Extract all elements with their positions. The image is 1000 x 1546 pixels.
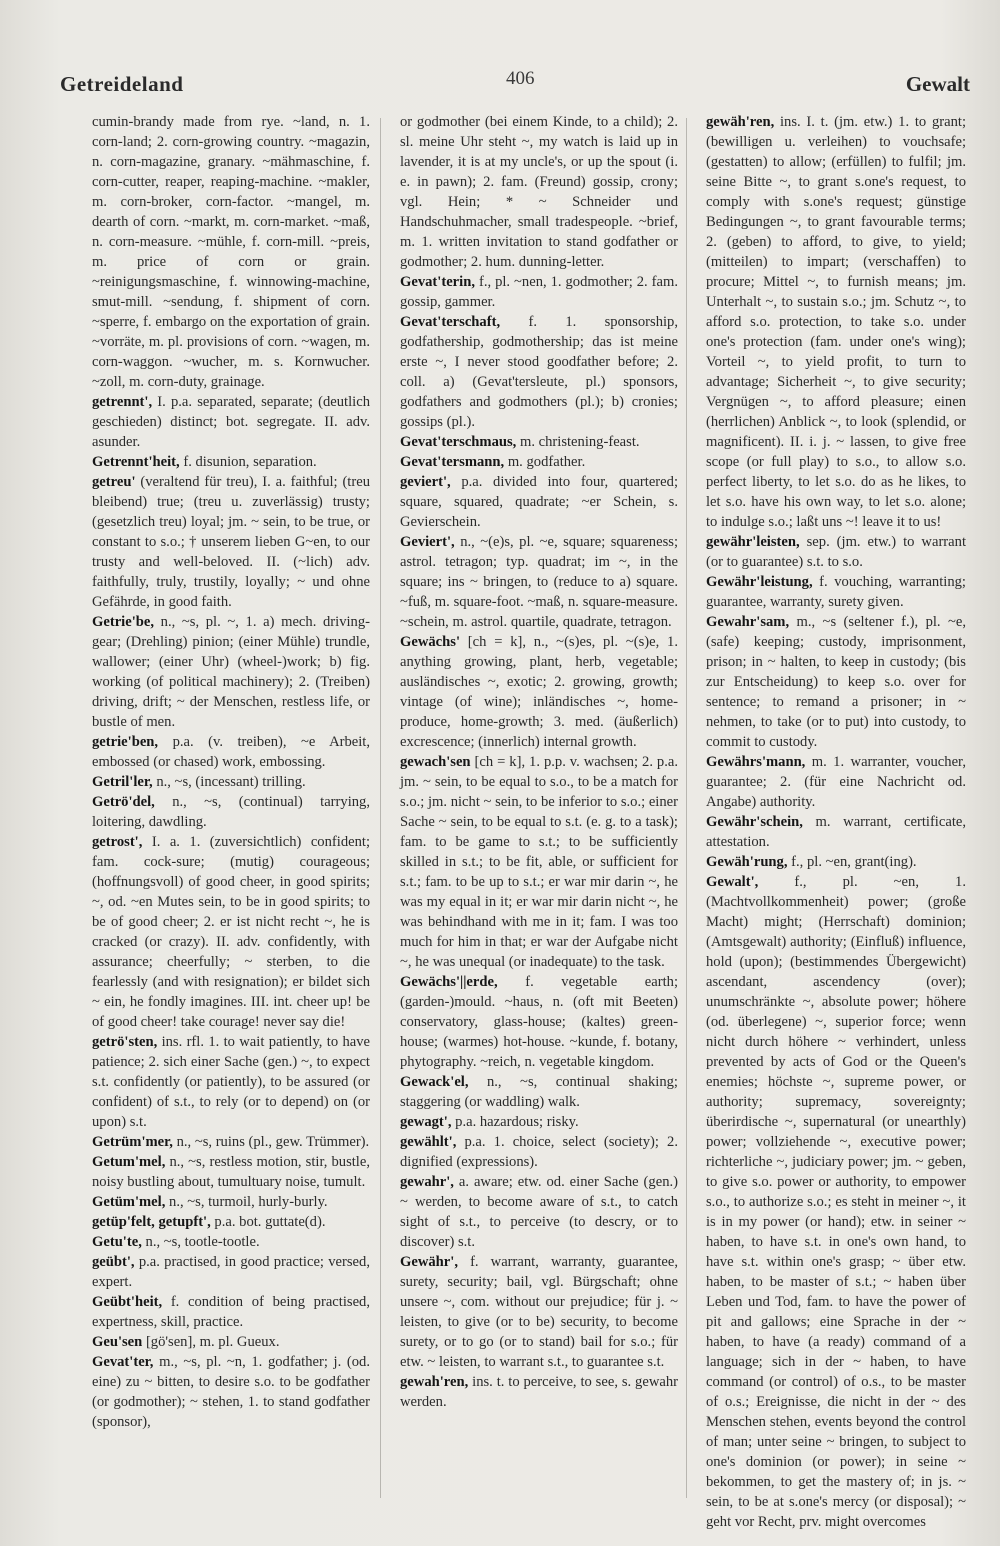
entry-headword: Getüm'mel, (92, 1194, 166, 1210)
entry-headword: getrost', (92, 834, 143, 850)
entry-text: m. godfather. (507, 454, 586, 470)
entry-text: p.a. 1. choice, select (society); 2. dignified (expressions). (400, 1134, 678, 1170)
page-number: 406 (506, 68, 535, 89)
entry-headword: Gevat'terschaft, (400, 314, 501, 330)
dictionary-entry (388, 1112, 678, 1132)
entry-headword: getreu' (92, 474, 136, 490)
dictionary-entry (388, 272, 678, 312)
page-header (60, 62, 970, 102)
entry-text: n., ~s, pl. ~, 1. a) mech. driving-gear; (Drehling) pinion; (einer Mühle) trundle, wallower; (einer Uhr) (wheel-)work; b) fig. working (of political machinery); 2. (Treiben) driving, drift; ~ der Menschen, restless life, or bustle of men. (92, 614, 370, 730)
dictionary-entry (80, 832, 370, 1032)
entry-headword: Gewahr'sam, (706, 614, 790, 630)
dictionary-entry (80, 1292, 370, 1332)
dictionary-entry (80, 1212, 370, 1232)
entry-text: f., pl. ~en, 1. (Machtvollkommenheit) power; (große Macht) might; (Herrschaft) dominion; (Amtsgewalt) authority; (Einfluß) influence, hold (upon); (bestimmendes Übergewicht) ascendant, ascendency (over); unumschränkte ~, absolute power; höhere (od. überlegene) ~, superior force; wenn nicht durch höhere ~ verhindert, unless prevented by acts of God or the Queen's enemies; höchste ~, supreme power, or authority; supremacy, sovereignty; überirdische ~, supernatural (or unearthly) power; vollziehende ~, executive power; richterliche ~, judiciary power; jm. ~ geben, to give s.o. power or authority, to empower s.o., to authorize s.o.; es steht in meiner ~, it is in my power (or hand); etw. in seiner ~ haben, to have s.t. in one's own hand, to have s.t. within one's grasp; ~ über etw. haben, to be master of s.t.; ~ haben über Leben und Tod, fam. to have the power of pit and gallows; eine Sprache in der ~ haben, to have (a ready) command of a language; sich in der ~ haben, to have command (or control) of o.s., to be master of o.s.; Ereignisse, die nicht in der ~ des Menschen stehen, events beyond the control of man; unter seine ~ bringen, to subject to one's dominion (or power); in seine ~ bekommen, to get the mastery of; in js. ~ sein, to be at s.one's mercy (or disposal); ~ geht vor Recht, prv. might overcomes (706, 874, 966, 1530)
entry-headword: Getrüm'mer, (92, 1134, 173, 1150)
entry-headword: gewagt', (400, 1114, 452, 1130)
column-left (80, 112, 370, 1512)
dictionary-entry (80, 1132, 370, 1152)
dictionary-entry (80, 732, 370, 772)
entry-headword: Getrennt'heit, (92, 454, 180, 470)
entry-headword: getrö'sten, (92, 1034, 158, 1050)
entry-text: f., pl. ~nen, 1. godmother; 2. fam. gossip, gammer. (400, 274, 678, 310)
entry-text: a. aware; etw. od. einer Sache (gen.) ~ werden, to become aware of s.t., to catch sight of s.t., to perceive (to descry, or to discover) s.t. (400, 1174, 678, 1250)
entry-headword: Geu'sen (92, 1334, 143, 1350)
dictionary-entry (388, 1132, 678, 1172)
dictionary-entry (694, 872, 966, 1532)
entry-text: m. 1. warranter, voucher, guarantee; 2. (für eine Nachricht od. Angabe) authority. (706, 754, 966, 810)
dictionary-entry (80, 1152, 370, 1192)
entry-text: n., ~s, continual shaking; staggering (or waddling) walk. (400, 1074, 678, 1110)
entry-headword: Gewalt', (706, 874, 759, 890)
entry-text: m., ~s (seltener f.), pl. ~e, (safe) keeping; custody, imprisonment, prison; in ~ halten, to keep in custody; (bis zur Entscheidung) to keep s.o. over for sentence; to remand a prisoner; in ~ nehmen, to take (or to put) into custody, to commit to custody. (706, 614, 966, 750)
dictionary-entry (388, 112, 678, 272)
entry-headword: gewah'ren, (400, 1374, 469, 1390)
entry-text: (veraltend für treu), I. a. faithful; (treu bleibend) true; (treu u. zuverlässig) trusty; (gesetzlich treu) loyal; jm. ~ sein, to be true, or constant to s.o.; † unserem lieben G~en, to our trusty and well-beloved. II. (~lich) adv. faithfully, truly, trustily, loyally; ~ und ohne Gefährde, in good faith. (92, 474, 370, 610)
entry-headword: Gewack'el, (400, 1074, 469, 1090)
entry-text: p.a. hazardous; risky. (455, 1114, 579, 1130)
entry-text: n., ~s, (incessant) trilling. (156, 774, 306, 790)
dictionary-entry (80, 1232, 370, 1252)
entry-headword: gewähr'leisten, (706, 534, 800, 550)
dictionary-entry (694, 752, 966, 812)
dictionary-entry (80, 1332, 370, 1352)
entry-text: n., ~s, tootle-tootle. (145, 1234, 260, 1250)
dictionary-entry (388, 632, 678, 752)
dictionary-entry (388, 1072, 678, 1112)
dictionary-entry (80, 1252, 370, 1292)
column-divider (686, 118, 687, 1498)
entry-text: [ch = k], 1. p.p. v. wachsen; 2. p.a. jm. ~ sein, to be equal to s.o., to be a match for s.o.; jm. nicht ~ sein, to be inferior to s.o.; einer Sache ~ sein, to be equal to s.t. (e. g. to a task); fam. to be game to s.t.; to be sufficiently skilled in s.t.; to be fit, able, or sufficient for s.t.; fam. to be up to s.t.; er war mir darin ~, he was my equal in it; er war mir darin nicht ~, he was behindhand with me in it; fam. I was too much for him in that; er war der Aufgabe nicht ~, he was unequal (or inadequate) to the task. (400, 754, 678, 970)
dictionary-entry (694, 572, 966, 612)
entry-headword: Geübt'heit, (92, 1294, 163, 1310)
entry-headword: getüp'felt, getupft', (92, 1214, 211, 1230)
entry-headword: gewahr', (400, 1174, 454, 1190)
dictionary-entry (388, 752, 678, 972)
column-middle (388, 112, 678, 1512)
dictionary-entry (80, 772, 370, 792)
dictionary-entry (694, 812, 966, 852)
dictionary-entry (80, 112, 370, 392)
running-head-left: Getreideland (60, 72, 184, 96)
dictionary-entry (388, 1252, 678, 1372)
dictionary-entry (694, 112, 966, 532)
entry-headword: Gewähr'schein, (706, 814, 803, 830)
entry-text: [gö'sen], m. pl. Gueux. (145, 1334, 280, 1350)
entry-headword: Gewährs'mann, (706, 754, 806, 770)
entry-text: or godmother (bei einem Kinde, to a child); 2. sl. meine Uhr steht ~, my watch is laid up in lavender, it is at my uncle's, or up the spout (i. e. in pawn); 2. fam. (Freund) gossip, crony; vgl. Hein; * ~ Schneider und Handschuhmacher, small tradespeople. ~brief, m. 1. written invitation to stand godfather or godmother; 2. hum. dunning-letter. (400, 114, 678, 270)
entry-headword: geübt', (92, 1254, 135, 1270)
dictionary-entry (80, 472, 370, 612)
entry-text: n., ~s, (continual) tarrying, loitering, dawdling. (92, 794, 370, 830)
entry-text: n., ~s, restless motion, stir, bustle, noisy bustling about, tumultuary noise, tumult. (92, 1154, 370, 1190)
entry-headword: getrennt', (92, 394, 153, 410)
dictionary-entry (80, 452, 370, 472)
dictionary-entry (388, 472, 678, 532)
dictionary-entry (694, 612, 966, 752)
entry-headword: gewach'sen (400, 754, 471, 770)
entry-text: f., pl. ~en, grant(ing). (791, 854, 917, 870)
entry-headword: Gevat'terin, (400, 274, 475, 290)
entry-text: f. condition of being practised, expertness, skill, practice. (92, 1294, 370, 1330)
entry-headword: Getril'ler, (92, 774, 153, 790)
entry-text: ins. t. to perceive, to see, s. gewahr werden. (400, 1374, 679, 1410)
entry-text: [ch = k], n., ~(s)es, pl. ~(s)e, 1. anything growing, plant, herb, vegetable; ausländisches ~, exotic; 2. growing, growth; vintage (of wine); inländisches ~, home-produce, home-growth; 3. med. (äußerlich) excrescence; (innerlich) internal growth. (400, 634, 678, 750)
entry-headword: Gewächs' (400, 634, 460, 650)
entry-headword: Gewäh'rung, (706, 854, 788, 870)
entry-text: m. christening-feast. (519, 434, 640, 450)
entry-text: p.a. bot. guttate(d). (214, 1214, 326, 1230)
dictionary-entry (694, 852, 966, 872)
entry-text: f. disunion, separation. (183, 454, 317, 470)
entry-headword: gewäh'ren, (706, 114, 775, 130)
dictionary-entry (80, 392, 370, 452)
entry-headword: Gevat'ter, (92, 1354, 154, 1370)
entry-text: cumin-brandy made from rye. ~land, n. 1. corn-land; 2. corn-growing country. ~magazin, n. corn-magazine, granary. ~mähmaschine, f. corn-cutter, reaper, reaping-machine. ~makler, m. corn-broker, corn-factor. ~mangel, m. dearth of corn. ~markt, m. corn-market. ~maß, n. corn-measure. ~mühle, f. corn-mill. ~preis, m. price of corn or grain. ~reinigungsmaschine, f. winnowing-machine, smut-mill. ~sendung, f. shipment of corn. ~sperre, f. embargo on the exportation of grain. ~vorräte, m. pl. provisions of corn. ~wagen, m. corn-waggon. ~wucher, m. s. Kornwucher. ~zoll, m. corn-duty, grainage. (92, 114, 370, 390)
dictionary-entry (388, 432, 678, 452)
entry-text: f. 1. sponsorship, godfathership, godmothership; das ist meine erste ~, I never stood goodfather before; 2. coll. a) (Gevat'tersleute, pl.) sponsors, godfathers and godmothers (pl.); b) cronies; gossips (pl.). (400, 314, 678, 430)
entry-text: p.a. practised, in good practice; versed, expert. (92, 1254, 370, 1290)
entry-text: f. vegetable earth; (garden-)mould. ~haus, n. (oft mit Beeten) conservatory, glass-house; (kaltes) green-house; (warmes) hot-house. ~kunde, f. botany, phytography. ~reich, n. vegetable kingdom. (400, 974, 678, 1070)
entry-text: n., ~(e)s, pl. ~e, square; squareness; astrol. tetragon; typ. quadrat; im ~, in the square; ins ~ bringen, to (reduce to a) square. ~fuß, m. square-foot. ~maß, n. square-measure. ~schein, m. astrol. quartile, quadrate, tetragon. (400, 534, 678, 630)
dictionary-entry (388, 312, 678, 432)
entry-text: n., ~s, turmoil, hurly-burly. (169, 1194, 328, 1210)
entry-text: sep. (jm. etw.) to warrant (or to guarantee) s.t. to s.o. (706, 534, 966, 570)
entry-headword: getrie'ben, (92, 734, 159, 750)
dictionary-entry (388, 972, 678, 1072)
entry-text: I. a. 1. (zuversichtlich) confident; fam. cock-sure; (mutig) courageous; (hoffnungsvoll) of good cheer, in good spirits; ~, od. ~en Mutes sein, to be in good spirits; to be of good cheer; 2. er ist nicht recht ~, he is cracked (or crazy). II. adv. confidently, with assurance; cheerfully; ~ sterben, to die fearlessly (and with resignation); er bildet sich ~ ein, he fondly imagines. III. int. cheer up! be of good cheer! take courage! never say die! (92, 834, 370, 1030)
entry-headword: Getrie'be, (92, 614, 154, 630)
entry-text: p.a. divided into four, quartered; square, squared, quadrate; ~er Schein, s. Gevierschein. (400, 474, 678, 530)
dictionary-entry (80, 1032, 370, 1132)
dictionary-entry (388, 532, 678, 632)
entry-text: I. p.a. separated, separate; (deutlich geschieden) distinct; bot. segregate. II. adv. asunder. (92, 394, 370, 450)
entry-headword: Getrö'del, (92, 794, 155, 810)
dictionary-entry (388, 1372, 678, 1412)
entry-headword: Gewächs'||erde, (400, 974, 498, 990)
dictionary-entry (80, 1192, 370, 1212)
entry-text: ins. rfl. 1. to wait patiently, to have patience; 2. sich einer Sache (gen.) ~, to expect s.t. confidently (or patiently), to be assured (or confident) of s.t., to rely (or to depend) on (or upon) s.t. (92, 1034, 370, 1130)
entry-headword: Geviert', (400, 534, 455, 550)
entry-headword: Getum'mel, (92, 1154, 166, 1170)
dictionary-entry (80, 1352, 370, 1432)
entry-text: ins. I. t. (jm. etw.) 1. to grant; (bewilligen u. verleihen) to vouchsafe; (gestatten) to allow; (erfüllen) to fulfil; jm. seine Bitte ~, to grant s.one's request, to comply with s.one's request; günstige Bedingungen ~, to grant favourable terms; 2. (geben) to afford, to give, to yield; (mitteilen) to impart; (verschaffen) to procure; Mittel ~, to furnish means; jm. Unterhalt ~, to sustain s.o.; jm. Schutz ~, to afford s.o. protection, to take s.o. under one's protection (fam. under one's wing); Vorteil ~, to yield profit, to turn to advantage; Sicherheit ~, to give security; Vergnügen ~, to afford pleasure; einen (herrlichen) Anblick ~, to look (splendid, or magnificent). II. i. j. ~ lassen, to give free scope (or full play) to s.o., to allow s.o. perfect liberty, to let s.o. do as he likes, to let s.o. have his own way, to let s.o. alone; to indulge s.o.; laßt uns ~! leave it to us! (706, 114, 966, 530)
entry-text: f. vouching, warranting; guarantee, warranty, surety given. (706, 574, 966, 610)
column-divider (380, 118, 381, 1498)
dictionary-entry (388, 1172, 678, 1252)
entry-headword: geviert', (400, 474, 451, 490)
entry-headword: Gevat'terschmaus, (400, 434, 517, 450)
entry-text: f. warrant, warranty, guarantee, surety, security; bail, vgl. Bürgschaft; ohne unsere ~, com. without our prejudice; für j. ~ leisten, to give (or to be) security, to become surety, or to go (or to stand) bail for s.o.; für etw. ~ leisten, to warrant s.t., to guarantee s.t. (400, 1254, 678, 1370)
running-head-right: Gewalt (905, 72, 970, 96)
entry-text: m., ~s, pl. ~n, 1. godfather; j. (od. eine) zu ~ bitten, to desire s.o. to be godfather (or godmother); ~ stehen, 1. to stand godfather (sponsor), (92, 1354, 370, 1430)
entry-text: n., ~s, ruins (pl., gew. Trümmer). (176, 1134, 370, 1150)
entry-headword: gewählt', (400, 1134, 457, 1150)
dictionary-entry (80, 792, 370, 832)
dictionary-entry (388, 452, 678, 472)
entry-headword: Getu'te, (92, 1234, 142, 1250)
entry-text: m. warrant, certificate, attestation. (706, 814, 966, 850)
entry-headword: Gewähr', (400, 1254, 458, 1270)
entry-text: p.a. (v. treiben), ~e Arbeit, embossed (or chased) work, embossing. (92, 734, 370, 770)
entry-headword: Gevat'tersmann, (400, 454, 505, 470)
dictionary-entry (694, 532, 966, 572)
dictionary-entry (80, 612, 370, 732)
entry-headword: Gewähr'leistung, (706, 574, 813, 590)
column-right (694, 112, 966, 1530)
